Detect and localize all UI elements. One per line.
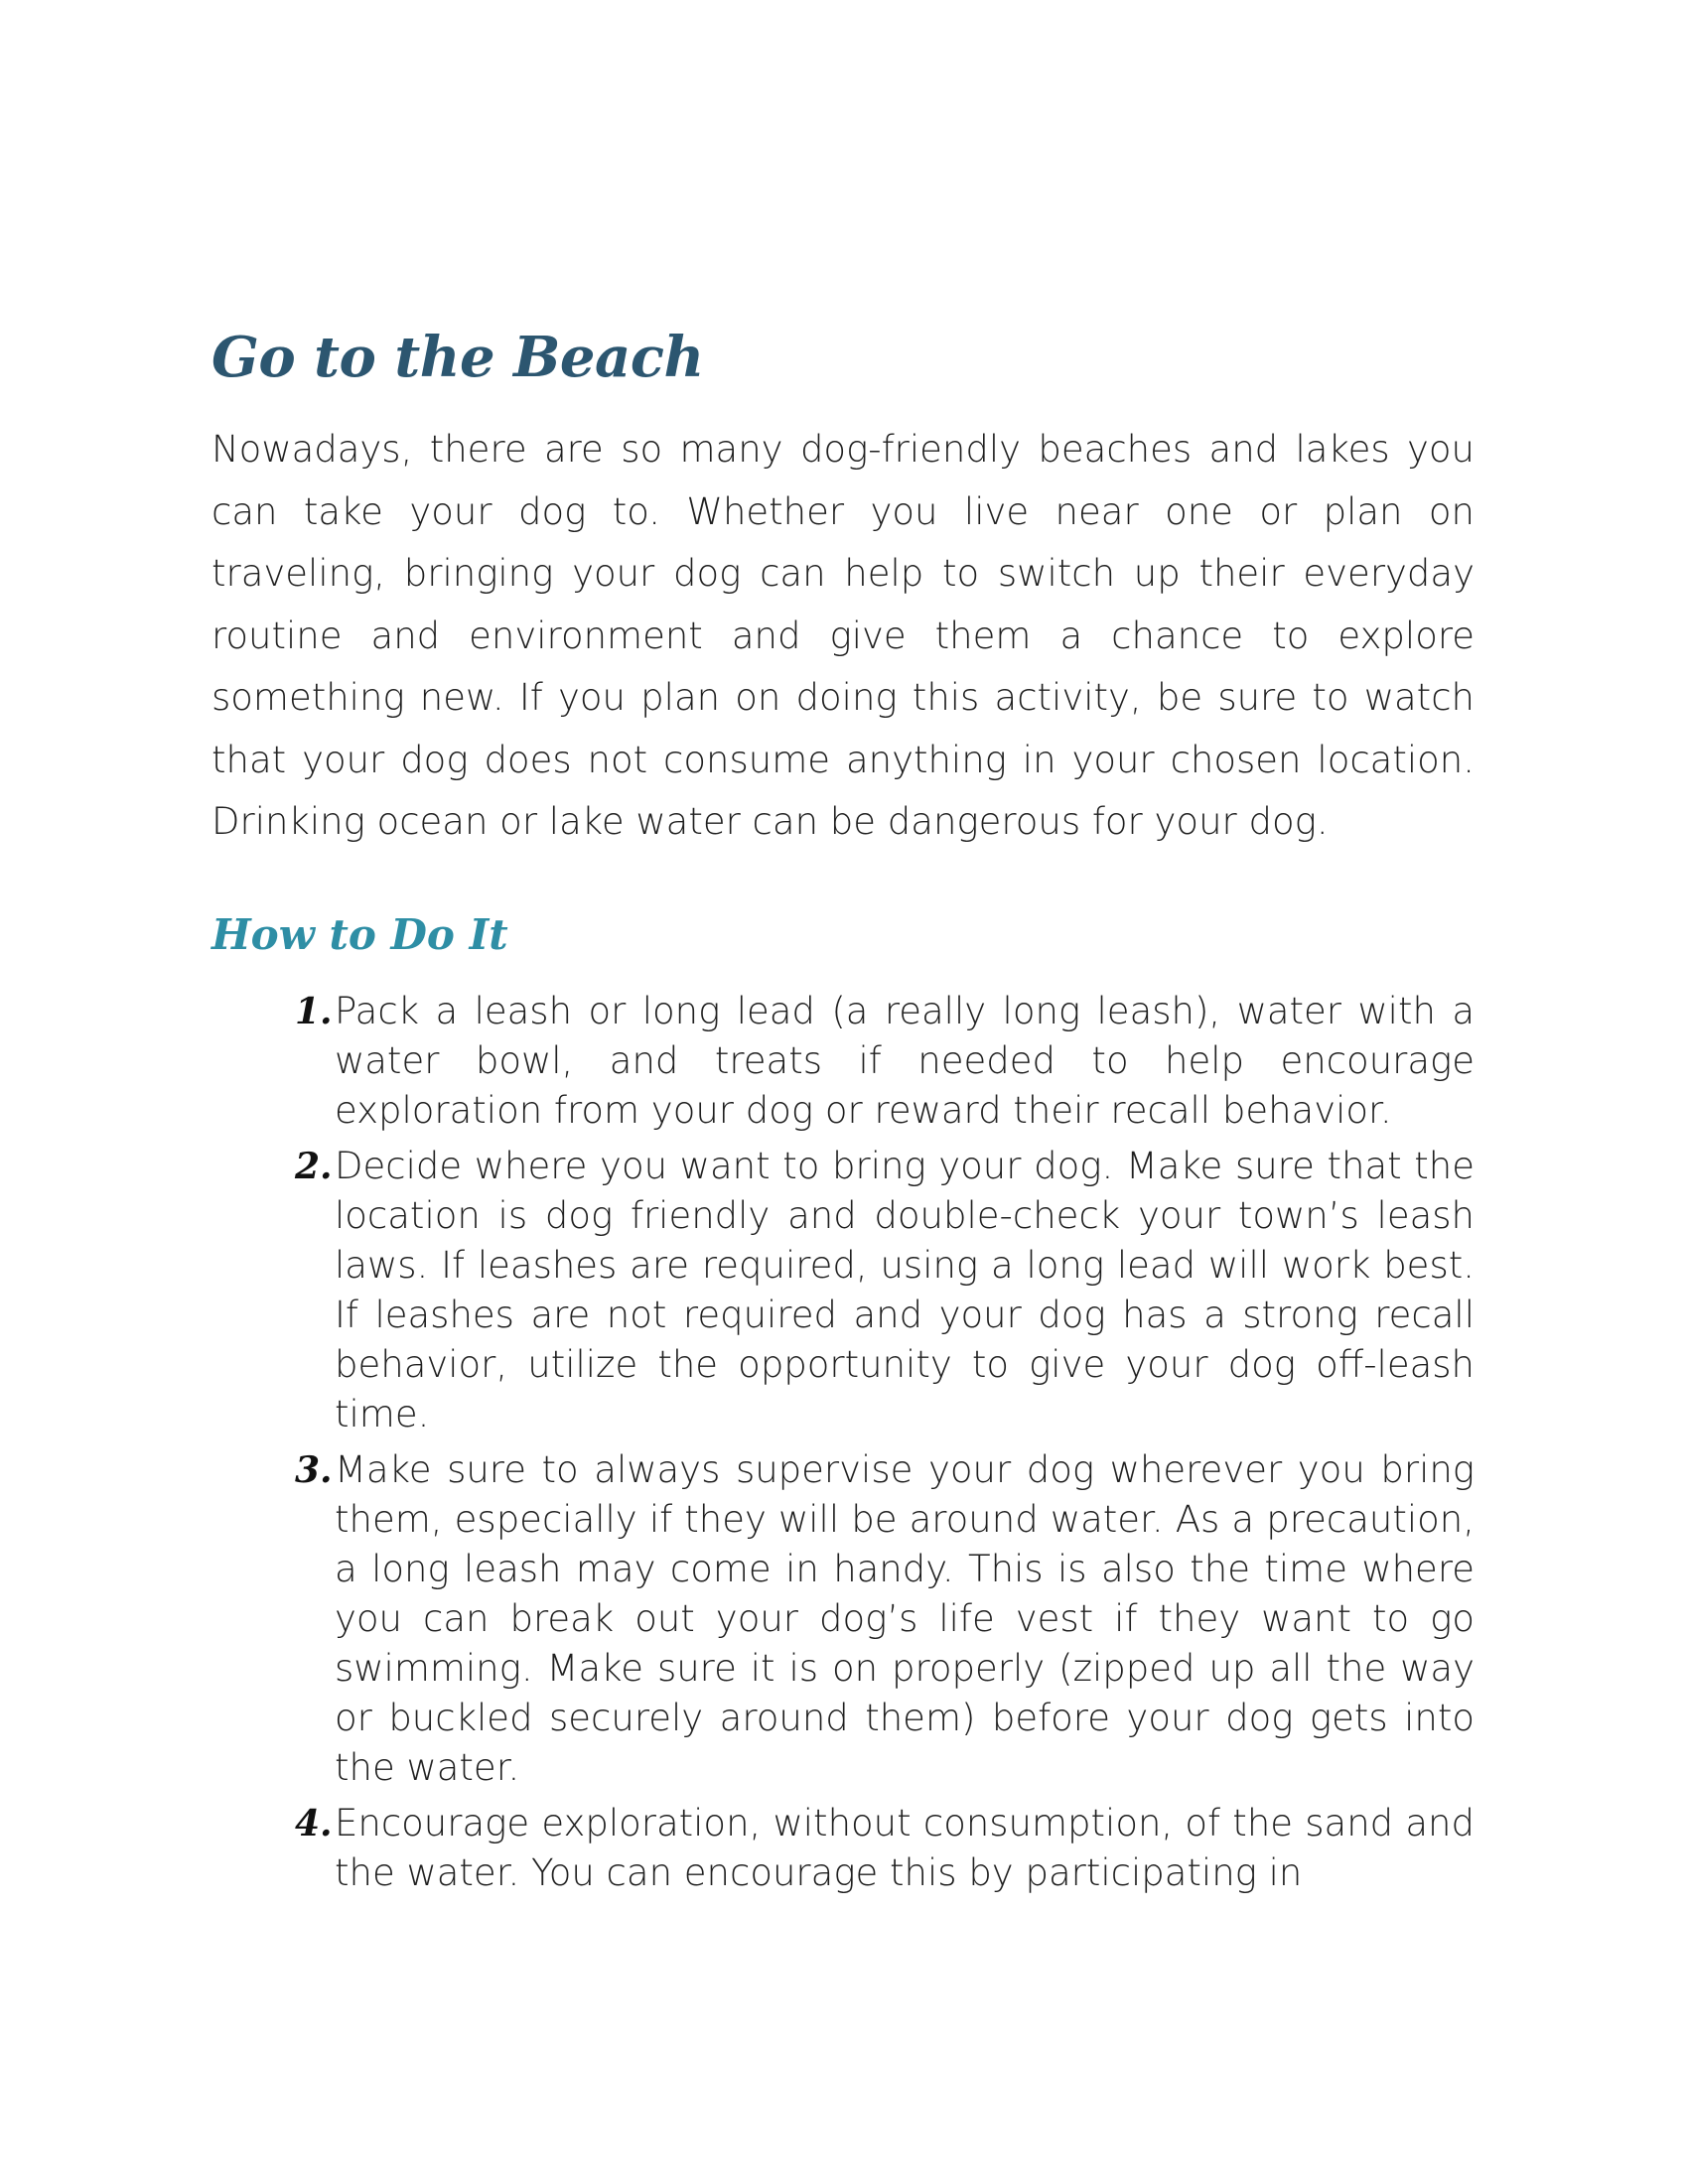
steps-list bbox=[211, 987, 1475, 1898]
step-item bbox=[295, 987, 1475, 1136]
section-heading: How to Do It bbox=[211, 909, 508, 959]
step-number: 4. bbox=[295, 1802, 333, 1844]
page-title: Go to the Beach bbox=[211, 325, 704, 390]
step-item bbox=[295, 1142, 1475, 1439]
step-text: Pack a leash or long lead (a really long leash), water with a water bowl, and treats if needed to help encourage exploration from your dog or reward their recall behavior. bbox=[335, 989, 1475, 1132]
step-number: 2. bbox=[295, 1145, 333, 1187]
step-item bbox=[295, 1445, 1475, 1793]
step-text: Make sure to always supervise your dog wherever you bring them, especially if they will be around water. As a precaution, a long leash may come in handy. This is also the time where you can break out your dog’s life vest if they want to go swimming. Make sure it is on properly (zipped up all the way or buckled securely around them) before your dog gets into the water. bbox=[335, 1447, 1475, 1789]
step-text: Encourage exploration, without consumption, of the sand and the water. You can encourage this by participating in bbox=[335, 1801, 1475, 1894]
step-number: 1. bbox=[295, 990, 333, 1032]
document-page bbox=[211, 316, 1475, 1904]
intro-paragraph: Nowadays, there are so many dog-friendly beaches and lakes you can take your dog to. Whether you live near one or plan on traveling, bringing your dog can help to switch up their everyday routine and environment and give them a chance to explore something new. If you plan on doing this activity, be sure to watch that your dog does not consume anything in your chosen location. Drinking ocean or lake water can be dangerous for your dog. bbox=[211, 428, 1475, 843]
step-item bbox=[295, 1799, 1475, 1898]
step-number: 3. bbox=[295, 1448, 333, 1491]
step-text: Decide where you want to bring your dog. Make sure that the location is dog friendly and double-check your town’s leash laws. If leashes are required, using a long lead will work best. If leashes are not required and your dog has a strong recall behavior, utilize the opportunity to give your dog off-leash time. bbox=[335, 1144, 1475, 1435]
